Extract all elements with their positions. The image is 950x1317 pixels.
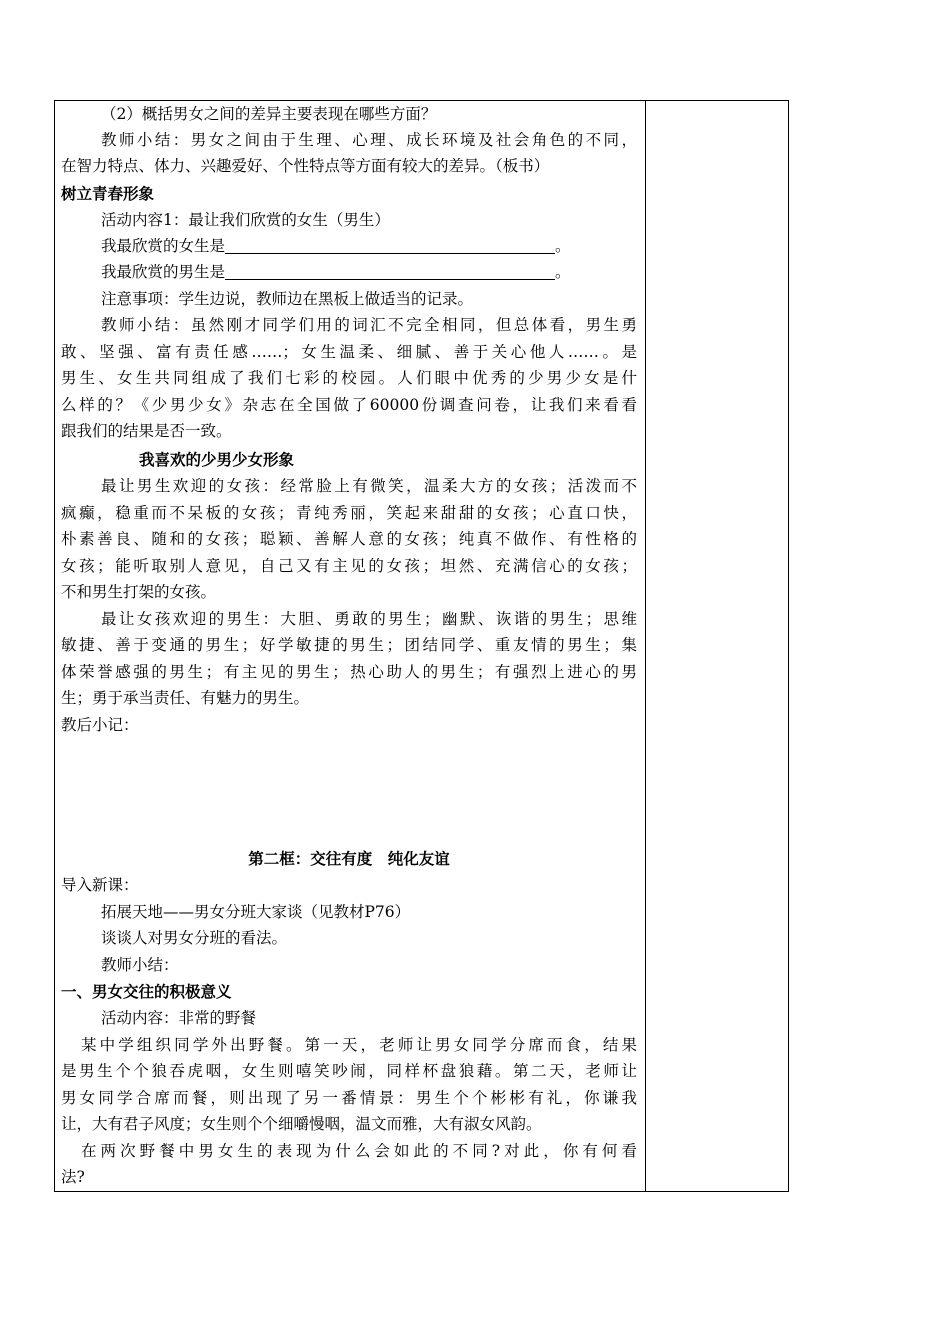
body-line: 是男生个个狼吞虎咽，女生则嘻笑吵闹，同样杯盘狼藉。第二天，老师让 (61, 1062, 637, 1080)
summary-line: 在智力特点、体力、兴趣爱好、个性特点等方面有较大的差异。（板书） (61, 157, 550, 175)
section-heading: 树立青春形象 (61, 185, 155, 203)
fill-in-end: 。 (555, 237, 571, 255)
body-line: 谈谈人对男女分班的看法。 (101, 929, 288, 947)
body-line: 教师小结： (101, 956, 179, 974)
fill-in-end: 。 (555, 263, 571, 281)
body-line: 最让女孩欢迎的男生：大胆、勇敢的男生；幽默、诙谐的男生；思维 (101, 610, 637, 628)
summary-line: 男生、女生共同组成了我们七彩的校园。人们眼中优秀的少男少女是什 (61, 369, 637, 387)
lesson-table (54, 100, 789, 1192)
body-line: 体荣誉感强的男生；有主见的男生；热心助人的男生；有强烈上进心的男 (61, 663, 637, 681)
question-line: 法? (61, 1168, 85, 1186)
activity-line: 活动内容1：最让我们欣赏的女生（男生） (101, 211, 390, 229)
question-line: 在两次野餐中男女生的表现为什么会如此的不同?对此，你有何看 (81, 1142, 637, 1160)
fill-in-blank[interactable] (225, 235, 555, 254)
summary-line: 么样的？《少男少女》杂志在全国做了60000份调查问卷，让我们来看看 (61, 396, 637, 414)
body-line: 拓展天地——男女分班大家谈（见教材P76） (101, 903, 411, 921)
lesson-heading: 第二框：交往有度 纯化友谊 (248, 850, 450, 868)
body-line: 某中学组织同学外出野餐。第一天，老师让男女同学分席而食，结果 (81, 1036, 637, 1054)
body-line: 敏捷、善于变通的男生；好学敏捷的男生；团结同学、重友情的男生；集 (61, 636, 637, 654)
body-line: 生；勇于承当责任、有魅力的男生。 (61, 689, 310, 707)
fill-in-label: 我最欣赏的男生是 (101, 263, 226, 281)
summary-line: 敢、坚强、富有责任感……；女生温柔、细腻、善于关心他人……。是 (61, 343, 637, 361)
reflection-label: 教后小记： (61, 716, 139, 734)
subsection-heading: 我喜欢的少男少女形象 (139, 451, 295, 469)
summary-line: 教师小结：男女之间由于生理、心理、成长环境及社会角色的不同， (101, 131, 637, 149)
section-heading: 一、男女交往的积极意义 (61, 983, 232, 1001)
body-line: 男女同学合席而餐，则出现了另一番情景：男生个个彬彬有礼，你谦我 (61, 1089, 637, 1107)
body-line: 最让男生欢迎的女孩：经常脸上有微笑，温柔大方的女孩；活泼而不 (101, 477, 637, 495)
column-divider (645, 101, 646, 1191)
intro-label: 导入新课： (61, 876, 139, 894)
fill-in-label: 我最欣赏的女生是 (101, 237, 226, 255)
body-line: 不和男生打架的女孩。 (61, 583, 217, 601)
fill-in-line-girl (101, 233, 571, 259)
fill-in-blank[interactable] (225, 261, 555, 280)
summary-line: 跟我们的结果是否一致。 (61, 422, 232, 440)
summary-line: 教师小结：虽然刚才同学们用的词汇不完全相同，但总体看，男生勇 (101, 316, 637, 334)
fill-in-line-boy (101, 259, 571, 285)
body-line: 疯癫，稳重而不呆板的女孩；青纯秀丽，笑起来甜甜的女孩；心直口快， (61, 504, 637, 522)
question-line: （2）概括男女之间的差异主要表现在哪些方面？ (101, 105, 437, 123)
note-line: 注意事项：学生边说，教师边在黑板上做适当的记录。 (101, 290, 474, 308)
body-line: 朴素善良、随和的女孩；聪颖、善解人意的女孩；纯真不做作、有性格的 (61, 530, 637, 548)
body-line: 女孩；能听取别人意见，自己又有主见的女孩；坦然、充满信心的女孩； (61, 557, 637, 575)
body-line: 让，大有君子风度；女生则个个细嚼慢咽，温文而雅，大有淑女风韵。 (61, 1115, 542, 1133)
activity-line: 活动内容：非常的野餐 (101, 1009, 257, 1027)
